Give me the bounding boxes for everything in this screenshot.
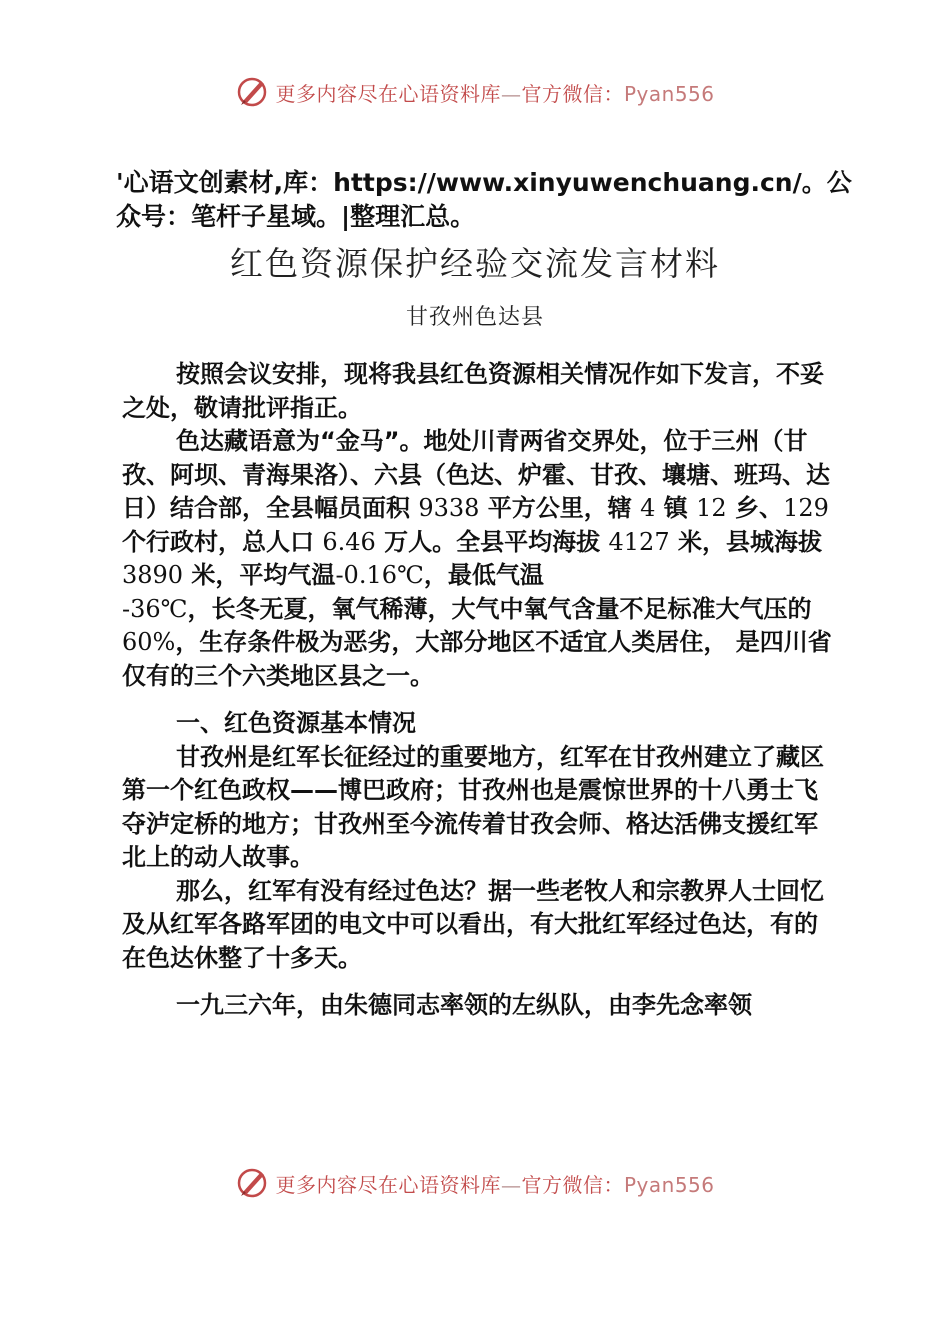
overview-text-7: 米，县城海拔: [669, 527, 822, 556]
paragraph-red-history: 甘孜州是红军长征经过的重要地方，红军在甘孜州建立了藏区第一个红色政权——博巴政府；甘孜州也是震惊世界的十八勇士飞夺泸定桥的地方；甘孜州至今流传着甘孜会师、格达活佛支援红军北上的动人故事。: [122, 742, 824, 871]
overview-text-5: 个行政村，总人口: [122, 527, 323, 556]
overview-text-6: 万人。全县平均海拔: [375, 527, 609, 556]
section-heading-1: 一、红色资源基本情况: [176, 709, 416, 737]
watermark-main-text: 更多内容尽在心语资料库: [275, 1172, 501, 1197]
overview-text-1: 色达藏语意为“金马”。地处川青两省交界处，位于三州（甘孜、阿坝、青海果洛）、六县（色达、炉霍、甘孜、壤塘、班玛、达日）结合部，全县幅员面积: [122, 427, 830, 522]
document-subtitle: 甘孜州色达县: [405, 305, 544, 330]
oxygen-value: 60%: [122, 628, 176, 656]
watermark-separator: —: [500, 81, 522, 106]
town-altitude-value: 3890: [122, 561, 184, 589]
townships-value: 12: [696, 494, 727, 522]
paragraph-1936: 一九三六年，由朱德同志率领的左纵队，由李先念率领: [176, 991, 752, 1019]
paragraph-intro: 按照会议安排，现将我县红色资源相关情况作如下发言，不妥之处，敬请批评指正。: [122, 360, 824, 422]
document-body: [122, 358, 832, 1023]
avg-temp-value: -0.16℃: [335, 561, 424, 589]
document-title: 红色资源保护经验交流发言材料: [230, 244, 720, 283]
min-temp-value: -36℃: [122, 594, 188, 623]
promo-text: '心语文创素材,库：https://www.xinyuwenchuang.cn/。公众号：笔杆子星域。|整理汇总。: [116, 168, 852, 231]
watermark-text: [275, 78, 714, 107]
area-value: 9338: [418, 494, 480, 522]
overview-text-9: ，最低气温: [423, 561, 544, 589]
overview-text-3: 镇: [655, 494, 697, 522]
overview-text-2: 平方公里，辖: [479, 494, 641, 522]
overview-text-10: ，长冬无夏，氧气稀薄，大气中氧气含量不足标准大气压的: [187, 594, 812, 623]
overview-text-8: 米，平均气温: [183, 561, 336, 589]
overview-text-4: 乡、: [726, 494, 784, 522]
paragraph-overview: [122, 425, 832, 693]
paragraph-red-army-seda: 那么，红军有没有经过色达？据一些老牧人和宗教界人士回忆及从红军各路军团的电文中可以看出，有大批红军经过色达，有的在色达休整了十多天。: [122, 876, 824, 972]
watermark-wechat-id: Pyan556: [623, 81, 715, 106]
overview-text-11: ，生存条件极为恶劣，大部分地区不适宜人类居住， 是四川省仅有的三个六类地区县之一。: [122, 628, 832, 690]
watermark-wechat-label: 官方微信：: [521, 81, 624, 106]
header-watermark: [0, 72, 950, 112]
watermark-separator: —: [500, 1172, 522, 1197]
footer-watermark: [0, 1163, 950, 1203]
fountain-pen-logo-icon: [235, 75, 269, 109]
watermark-wechat-label: 官方微信：: [521, 1172, 624, 1197]
population-value: 6.46: [322, 527, 376, 556]
fountain-pen-logo-icon: [235, 1166, 269, 1200]
villages-value: 129: [783, 494, 829, 522]
altitude-value: 4127: [608, 527, 670, 556]
towns-value: 4: [640, 494, 656, 522]
watermark-main-text: 更多内容尽在心语资料库: [275, 81, 501, 106]
watermark-wechat-id: Pyan556: [623, 1172, 715, 1197]
watermark-text: [275, 1169, 714, 1198]
